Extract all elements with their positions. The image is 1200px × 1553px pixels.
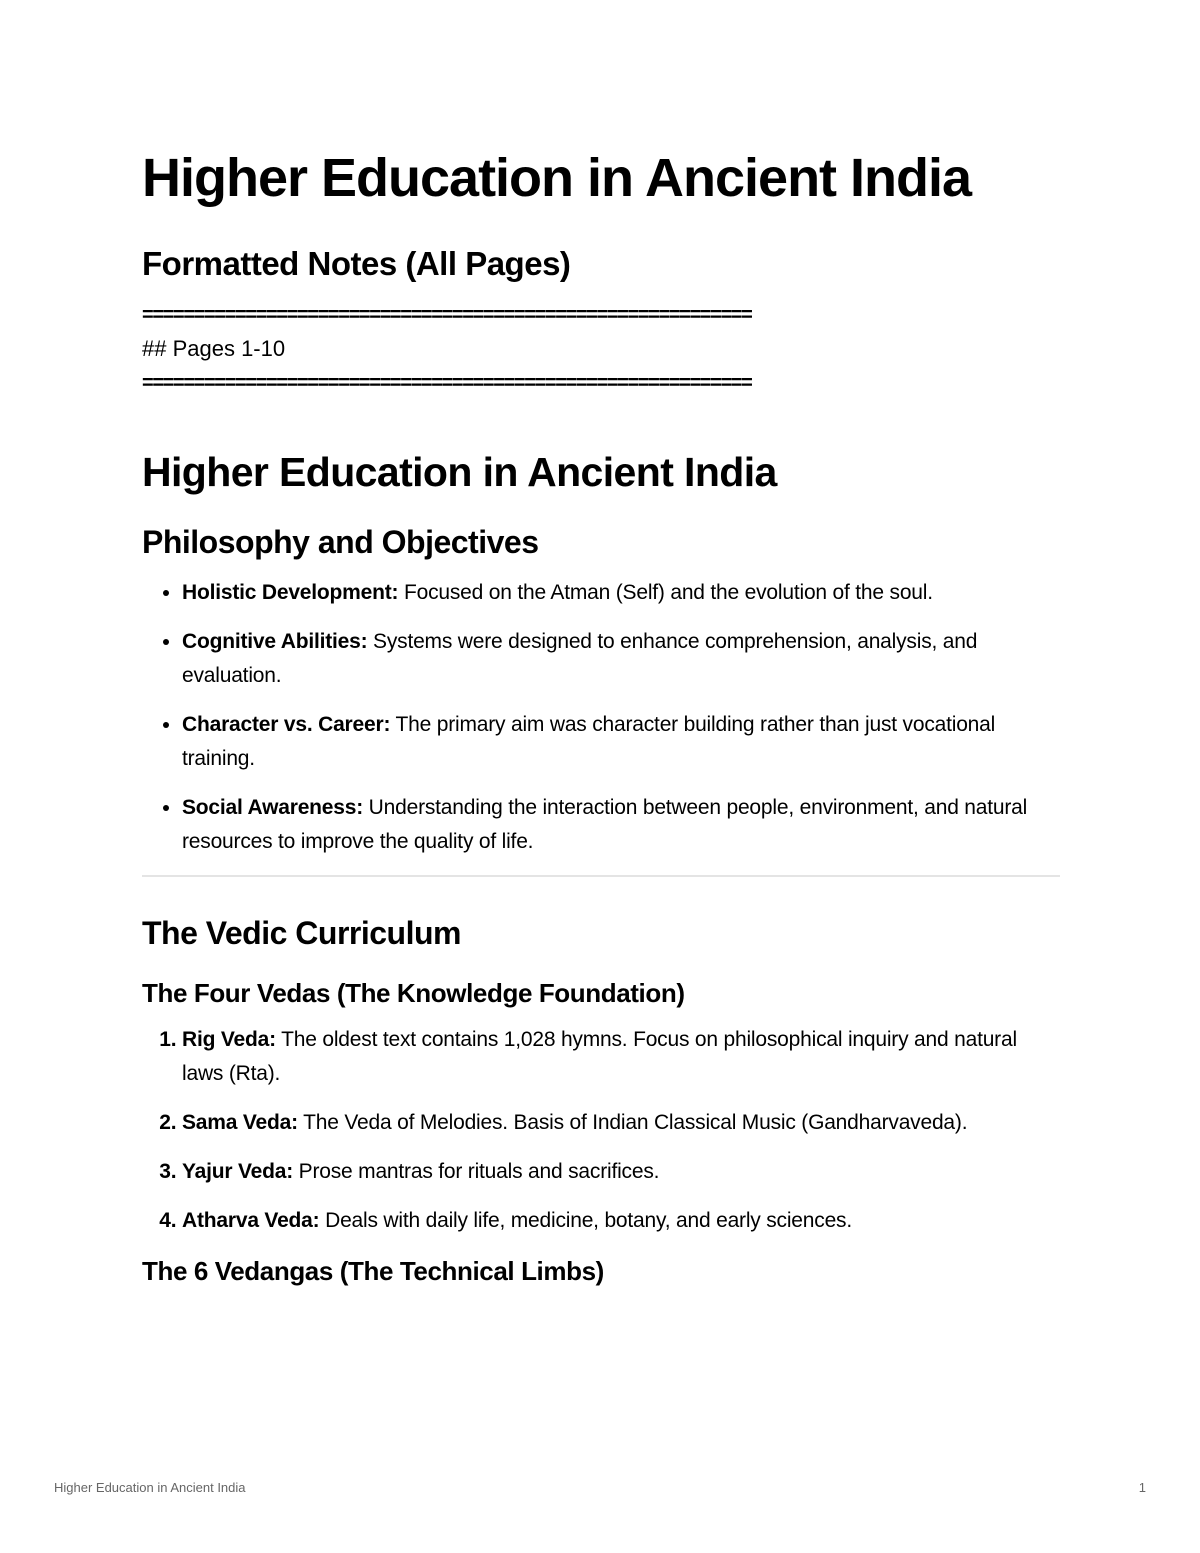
section-heading-philosophy: Philosophy and Objectives [142,524,539,560]
subheading-vedangas: The 6 Vedangas (The Technical Limbs) [142,1256,604,1286]
list-item-term: Rig Veda: [182,1028,276,1051]
list-item [182,1155,1060,1189]
separator-rule-top: =========================================================== [142,304,752,326]
list-item [182,1106,1060,1140]
list-item [182,576,1060,610]
section-heading-main: Higher Education in Ancient India [142,449,777,495]
list-item [182,708,1060,776]
list-item [182,1023,1060,1091]
objectives-list [142,576,1060,859]
list-item-term: Holistic Development: [182,581,399,604]
pages-banner [142,298,1060,400]
list-item-text: Systems were designed to enhance comprehension, analysis, and evaluation. [182,630,978,687]
section-heading-vedic-curriculum: The Vedic Curriculum [142,915,461,951]
list-item-term: Yajur Veda: [182,1160,294,1183]
list-item [182,625,1060,693]
document-page [142,140,1060,1289]
list-item-text: Prose mantras for rituals and sacrifices. [293,1160,660,1183]
list-item-term: Character vs. Career: [182,713,391,736]
list-item-text: Deals with daily life, medicine, botany, and early sciences. [319,1209,852,1232]
pages-label: ## Pages 1-10 [142,336,286,361]
list-item-term: Atharva Veda: [182,1209,320,1232]
list-item-term: Sama Veda: [182,1111,298,1134]
document-title: Higher Education in Ancient India [142,148,972,208]
vedas-list [142,1023,1060,1238]
document-subtitle: Formatted Notes (All Pages) [142,245,571,282]
subheading-four-vedas: The Four Vedas (The Knowledge Foundation) [142,978,685,1008]
list-item-text: The oldest text contains 1,028 hymns. Focus on philosophical inquiry and natural laws (Rta). [182,1028,1017,1085]
section-divider [142,875,1060,877]
list-item-term: Cognitive Abilities: [182,630,368,653]
list-item [182,1204,1060,1238]
separator-rule-bottom: =========================================================== [142,372,752,394]
list-item-term: Social Awareness: [182,796,364,819]
list-item-text: Focused on the Atman (Self) and the evolution of the soul. [398,581,933,604]
footer-page-number: 1 [1138,1480,1146,1495]
list-item-text: The primary aim was character building rather than just vocational training. [182,713,996,770]
list-item-text: Understanding the interaction between people, environment, and natural resources to improve the quality of life. [182,796,1028,853]
list-item-text: The Veda of Melodies. Basis of Indian Classical Music (Gandharvaveda). [297,1111,968,1134]
list-item [182,791,1060,859]
footer-title: Higher Education in Ancient India [54,1480,246,1495]
